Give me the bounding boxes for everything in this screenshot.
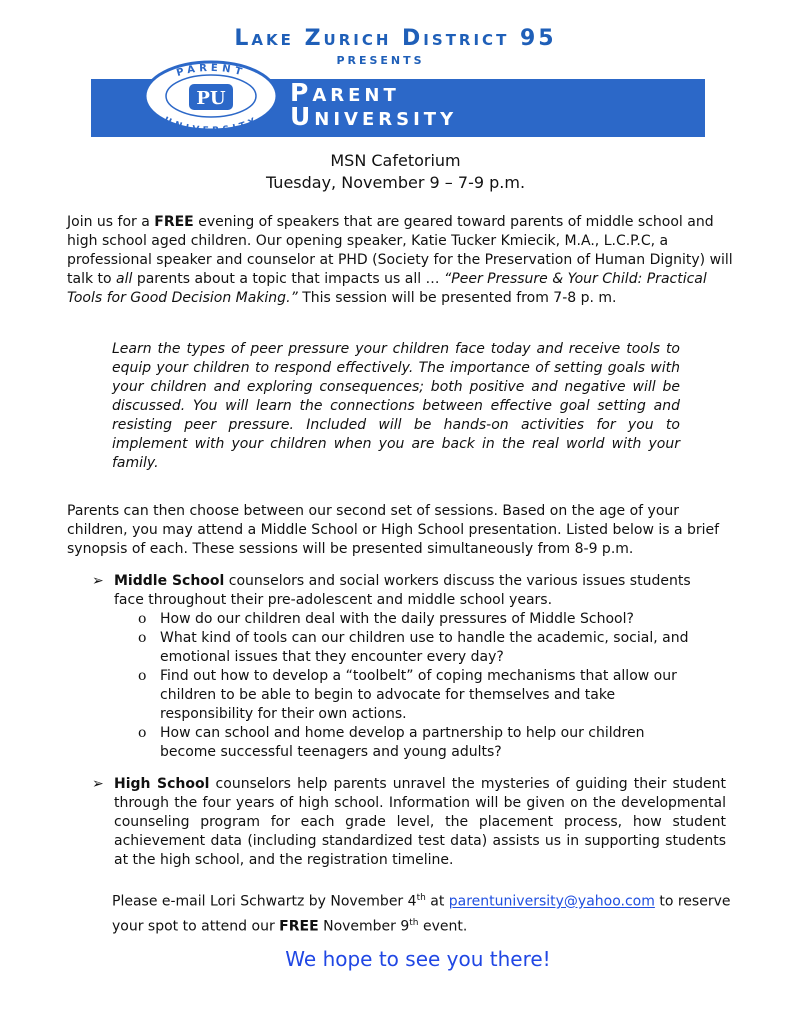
district-title: Lake Zurich District 95 (234, 26, 557, 51)
middle-school-section (92, 572, 702, 762)
registration-text-2: at (425, 893, 449, 910)
closing-message: We hope to see you there! (285, 947, 551, 971)
intro-paragraph (67, 213, 735, 308)
ordinal-suffix: th (409, 917, 419, 928)
list-item (138, 667, 702, 724)
intro-text-3: parents about a topic that impacts us all … (132, 271, 445, 287)
seal-bottom-text: UNIVERSITY (161, 115, 261, 132)
high-school-text: counselors help parents unravel the mysteries of guiding their student through the four years of high school. Information will be given on the developmental counseling program for each grade level, the placement process, how student achievement data (including standardized test data) assists us in supporting students at the high school, and the registration timeline. (114, 776, 727, 868)
list-item (138, 724, 702, 762)
list-item (138, 629, 702, 667)
omicron-bullet-icon: ο (138, 725, 147, 741)
seal-monogram: PU (196, 88, 226, 109)
omicron-bullet-icon: ο (138, 630, 147, 646)
intro-text-1: Join us for a (67, 214, 155, 230)
registration-paragraph (112, 888, 732, 937)
middle-school-label: Middle School (114, 573, 225, 589)
banner-title (290, 78, 458, 131)
presents-label: PRESENTS (336, 54, 425, 67)
ordinal-suffix: th (416, 893, 426, 903)
high-school-summary (114, 775, 726, 870)
question-text: How can school and home develop a partnership to help our children become successful teenagers and young adults? (160, 725, 645, 760)
banner-title-line1: Parent (290, 78, 400, 107)
event-venue: MSN Cafetorium (330, 151, 461, 170)
intro-all-emphasis: all (116, 271, 133, 287)
registration-text-3: to reserve your spot to attend our (112, 893, 731, 935)
intro-text-4: This session will be presented from 7-8 p. m. (297, 290, 617, 306)
talk-title: “Peer Pressure & Your Child: Practical Tools for Good Decision Making.” (67, 271, 707, 306)
question-text: What kind of tools can our children use to handle the academic, social, and emotional issues that they encounter every day? (160, 630, 689, 665)
omicron-bullet-icon: ο (138, 668, 147, 684)
session-description: Learn the types of peer pressure your children face today and receive tools to equip your children to respond effectively. The importance of setting goals with your children and exploring consequences; both positive and negative will be discussed. You will learn the connections between effective goal setting and resisting peer pressure. Included will be hands-on activities for you to implement with your children when you are back in the real world with your family. (112, 341, 680, 471)
registration-free-emphasis: FREE (279, 918, 319, 935)
middle-school-text: counselors and social workers discuss the various issues students face throughout their pre-adolescent and middle school years. (114, 573, 691, 608)
high-school-label: High School (114, 776, 210, 792)
question-text: How do our children deal with the daily pressures of Middle School? (160, 611, 634, 627)
event-datetime: Tuesday, November 9 – 7-9 p.m. (265, 173, 526, 192)
registration-text-1: Please e-mail Lori Schwartz by November 4 (112, 893, 417, 910)
registration-text-5: event. (418, 918, 468, 935)
middle-school-summary (114, 572, 702, 610)
event-info (0, 150, 791, 194)
banner-title-line2: University (290, 102, 458, 131)
list-item (138, 610, 702, 629)
seal-top-text: PARENT (175, 62, 247, 80)
intro-text-2: evening of speakers that are geared toward parents of middle school and high school aged children. Our opening speaker, Katie Tucker Kmiecik, M.A., L.C.P.C, a professional speaker and counselor at PHD (Society for the Preservation of Human Dignity) will talk to (67, 214, 733, 287)
intro-free-emphasis: FREE (154, 214, 194, 230)
arrow-bullet-icon: ➢ (92, 573, 104, 589)
parent-university-seal (141, 60, 281, 132)
email-link[interactable]: parentuniversity@yahoo.com (448, 893, 655, 910)
sessions-intro-paragraph: Parents can then choose between our second set of sessions. Based on the age of your children, you may attend a Middle School or High School presentation. Listed below is a brief synopsis of each. These sessions will be presented simultaneously from 8-9 p.m. (67, 503, 720, 557)
omicron-bullet-icon: ο (138, 611, 147, 627)
arrow-bullet-icon: ➢ (92, 776, 104, 792)
question-text: Find out how to develop a “toolbelt” of coping mechanisms that allow our children to be able to begin to advocate for themselves and take responsibility for their own actions. (160, 668, 677, 722)
high-school-section (92, 775, 726, 870)
registration-text-4: November 9 (318, 918, 410, 935)
